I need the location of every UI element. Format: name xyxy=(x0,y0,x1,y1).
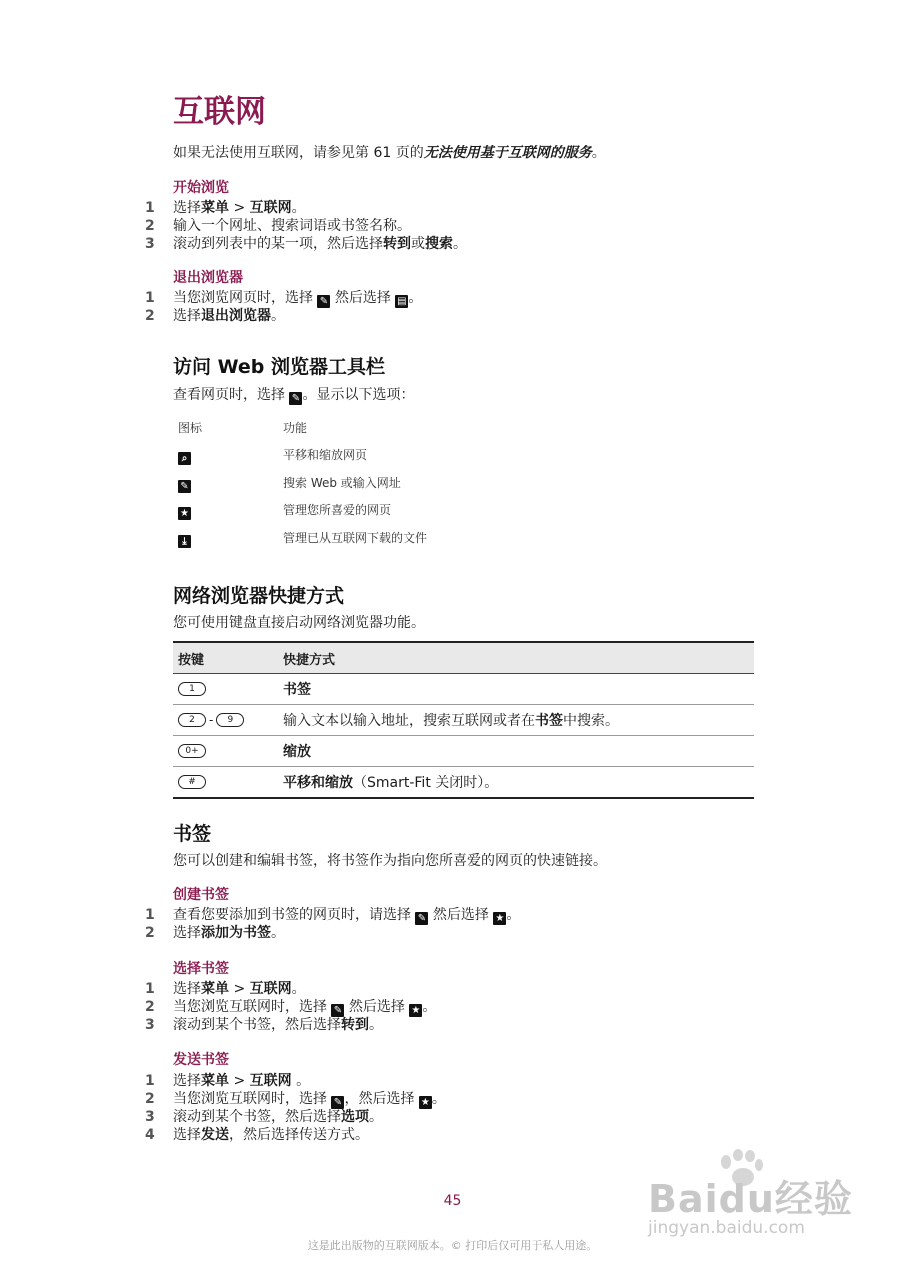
col-icon-header: 图标 xyxy=(178,421,203,435)
watermark-logo-text: Baidu经验 xyxy=(648,1177,853,1221)
key-2-icon: 2 xyxy=(178,713,206,727)
table-row: 1 书签 xyxy=(173,674,754,705)
shortcuts-table-header xyxy=(173,642,754,674)
step: 1 选择菜单 > 互联网。 xyxy=(145,981,306,997)
downloads-icon: ⤓ xyxy=(178,535,191,548)
intro-reference: 无法使用基于互联网的服务 xyxy=(423,145,592,161)
step: 2 选择添加为书签。 xyxy=(145,925,285,941)
table-row: # 平移和缩放（Smart-Fit 关闭时）。 xyxy=(173,767,754,799)
bookmarks-paragraph: 您可以创建和编辑书签，将书签作为指向您所喜爱的网页的快速链接。 xyxy=(173,853,607,869)
col-function-header: 功能 xyxy=(283,421,308,435)
edit-icon: ✎ xyxy=(331,1004,344,1017)
watermark-url: jingyan.baidu.com xyxy=(648,1218,805,1238)
select-bookmark-steps xyxy=(145,980,436,1034)
step: 1 查看您要添加到书签的网页时，请选择 ✎ 然后选择 ★ 。 xyxy=(145,907,521,924)
step: 4 选择发送，然后选择传送方式。 xyxy=(145,1127,369,1143)
send-bookmark-heading: 发送书签 xyxy=(173,1052,229,1068)
bookmarks-heading: 书签 xyxy=(173,823,212,845)
page-title: 互联网 xyxy=(173,94,266,130)
start-browsing-steps xyxy=(145,199,467,253)
step: 2 输入一个网址、搜索词语或书签名称。 xyxy=(145,218,411,234)
step: 2 当您浏览互联网时，选择 ✎ ，然后选择 ★ 。 xyxy=(145,1091,446,1108)
document-page: 互联网 如果无法使用互联网，请参见第 61 页的无法使用基于互联网的服务。 开始浏览 1 选择菜单 > 互联网。 2 输入一个网址、搜索词语或书签名称。 3 滚动到列表中的某一项，然后选择转到或搜索。 退出浏览器 1 当您浏览网页时，选择 ✎ 然后选择 ▤ 。 2 选择退出浏览器。 访问 Web 浏览器工具栏 查看网页时，选择 ✎ 。显示以下选项： 图标 功能 ⌕ 平移和缩放网页 ✎ 搜索 Web 或输入网址 ★ 管理您所喜爱的网页 ⤓ 管理已从互联网下载的文件 网络浏览器快捷方式 您可使用键盘直接启动网络浏览器功能。 按键 快捷方式 1 书签 2 - 9 输入文本以输入地址，搜索互联网或者在书签中搜索。 0+ 缩放 # 平移和缩放（Smart-Fit 关闭时）。 书签 您可以创建和编辑书签，将书签作为指向您所喜爱的网页的快速链接。 创建书签 1 查看您要添加到书签的网页时，请选择 ✎ 然后选择 ★ 。 2 选择添加为书签。 选择书签 1 选择菜单 > 互联网。 2 当您浏览互联网时，选择 ✎ 然后选择 ★ 。 3 滚动到某个书签，然后选择转到。 发送书签 1 选择菜单 > 互联网 。 2 当您浏览互联网时，选择 ✎ ，然后选择 ★ 。 3 滚动到某个书签，然后选择选项。 4 选择发送，然后选择传送方式。 45 Baidu经验 jingyan.baidu.com 这是此出版物的互联网版本。© 打印后仅可用于私人用途。 xyxy=(0,0,905,1280)
select-bookmark-heading: 选择书签 xyxy=(173,961,229,977)
search-web-icon: ✎ xyxy=(178,480,191,493)
intro-end: 。 xyxy=(591,145,606,161)
favorites-icon: ★ xyxy=(493,912,506,925)
create-bookmark-steps xyxy=(145,906,520,942)
step: 1 当您浏览网页时，选择 ✎ 然后选择 ▤ 。 xyxy=(145,290,423,307)
intro-paragraph xyxy=(173,142,606,162)
page-number: 45 xyxy=(443,1193,462,1209)
step: 3 滚动到某个书签，然后选择选项。 xyxy=(145,1109,383,1125)
step: 1 选择菜单 > 互联网 。 xyxy=(145,1073,311,1089)
favorites-icon: ★ xyxy=(409,1004,422,1017)
baidu-watermark xyxy=(648,1148,858,1243)
col-shortcut-header: 快捷方式 xyxy=(283,642,754,674)
step: 3 滚动到列表中的某一项，然后选择转到或搜索。 xyxy=(145,236,467,252)
create-bookmark-heading: 创建书签 xyxy=(173,887,229,903)
key-0-icon: 0+ xyxy=(178,744,206,758)
step: 2 当您浏览互联网时，选择 ✎ 然后选择 ★ 。 xyxy=(145,999,437,1016)
intro-text: 如果无法使用互联网，请参见第 61 页的 xyxy=(173,145,424,161)
shortcuts-heading: 网络浏览器快捷方式 xyxy=(173,585,345,607)
key-1-icon: 1 xyxy=(178,682,206,696)
table-row: 2 - 9 输入文本以输入地址，搜索互联网或者在书签中搜索。 xyxy=(173,705,754,736)
favorites-icon: ★ xyxy=(178,507,191,520)
step: 2 选择退出浏览器。 xyxy=(145,308,285,324)
col-key-header: 按键 xyxy=(173,642,283,674)
edit-icon: ✎ xyxy=(317,295,330,308)
edit-icon: ✎ xyxy=(331,1096,344,1109)
send-bookmark-steps xyxy=(145,1072,446,1144)
toolbox-icon: ▤ xyxy=(397,296,407,307)
table-row: 0+ 缩放 xyxy=(173,736,754,767)
edit-icon: ✎ xyxy=(289,392,302,405)
shortcuts-table xyxy=(173,641,754,799)
shortcuts-paragraph: 您可使用键盘直接启动网络浏览器功能。 xyxy=(173,615,425,631)
edit-icon: ✎ xyxy=(415,912,428,925)
footer-notice: 这是此出版物的互联网版本。© 打印后仅可用于私人用途。 xyxy=(307,1239,598,1252)
start-browsing-heading: 开始浏览 xyxy=(173,180,229,196)
key-9-icon: 9 xyxy=(216,713,244,727)
favorites-icon: ★ xyxy=(419,1096,432,1109)
step: 1 选择菜单 > 互联网。 xyxy=(145,200,306,216)
toolbar-paragraph: 查看网页时，选择 ✎ 。显示以下选项： xyxy=(173,387,415,404)
zoom-icon: ⌕ xyxy=(178,452,191,465)
toolbar-heading: 访问 Web 浏览器工具栏 xyxy=(173,356,385,378)
step: 3 滚动到某个书签，然后选择转到。 xyxy=(145,1017,383,1033)
exit-browser-heading: 退出浏览器 xyxy=(173,270,243,286)
key-hash-icon: # xyxy=(178,775,206,789)
exit-browser-steps xyxy=(145,289,422,325)
